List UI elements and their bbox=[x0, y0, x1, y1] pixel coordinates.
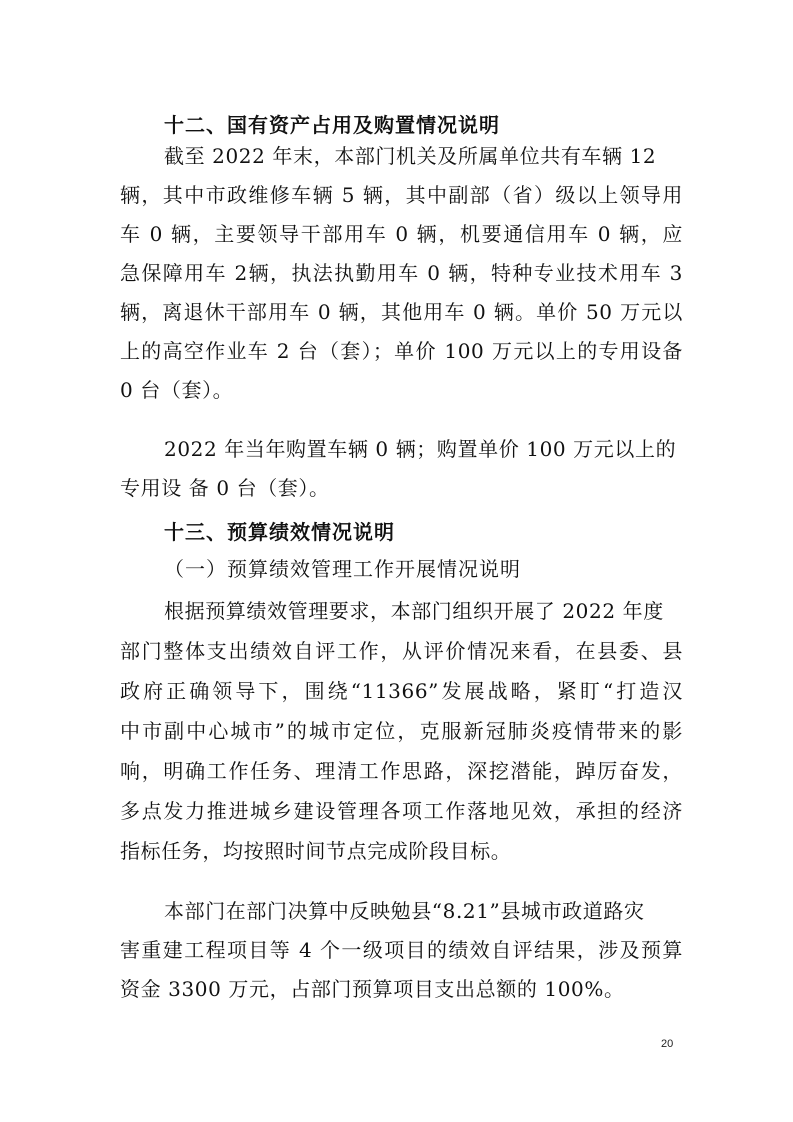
section-13-subheading-1: （一）预算绩效管理工作开展情况说明 bbox=[164, 557, 521, 581]
section-13-para-2-line-3: 资金 3300 万元，占部门预算项目支出总额的 100%。 bbox=[120, 977, 625, 1001]
section-12-heading: 十二、国有资产占用及购置情况说明 bbox=[164, 113, 500, 137]
section-13-para-2-line-2: 害重建工程项目等 4 个一级项目的绩效自评结果，涉及预算 bbox=[120, 938, 683, 962]
section-12-para-1-line-6: 上的高空作业车 2 台（套）；单价 100 万元以上的专用设备 bbox=[120, 339, 683, 363]
section-13-para-1-line-6: 多点发力推进城乡建设管理各项工作落地见效，承担的经济 bbox=[120, 799, 683, 823]
section-12-para-1-line-7: 0 台（套）。 bbox=[120, 378, 234, 402]
section-13-para-1-line-2: 部门整体支出绩效自评工作，从评价情况来看，在县委、县 bbox=[120, 639, 683, 663]
section-12-para-1-line-5: 辆，离退休干部用车 0 辆，其他用车 0 辆。单价 50 万元以 bbox=[120, 300, 683, 324]
section-13-para-2-line-1: 本部门在部门决算中反映勉县“8.21”县城市政道路灾 bbox=[164, 899, 645, 923]
section-13-para-1-line-3: 政府正确领导下，围绕“11366”发展战略，紧盯“打造汉 bbox=[120, 679, 683, 703]
page-number: 20 bbox=[661, 1038, 674, 1050]
section-13-heading: 十三、预算绩效情况说明 bbox=[164, 520, 395, 544]
section-12-para-1-line-1: 截至 2022 年末，本部门机关及所属单位共有车辆 12 bbox=[164, 144, 657, 168]
section-12-para-1-line-4: 急保障用车 2辆，执法执勤用车 0 辆，特种专业技术用车 3 bbox=[120, 261, 683, 285]
section-13-para-1-line-1: 根据预算绩效管理要求，本部门组织开展了 2022 年度 bbox=[164, 599, 664, 623]
section-12-para-1-line-2: 辆，其中市政维修车辆 5 辆，其中副部（省）级以上领导用 bbox=[120, 183, 683, 207]
section-13-para-1-line-7: 指标任务，均按照时间节点完成阶段目标。 bbox=[120, 839, 512, 863]
section-12-para-2-line-2: 专用设 备 0 台（套）。 bbox=[120, 476, 330, 500]
section-12-para-2-line-1: 2022 年当年购置车辆 0 辆；购置单价 100 万元以上的 bbox=[164, 437, 677, 461]
section-13-para-1-line-5: 响，明确工作任务、理清工作思路，深挖潜能，踔厉奋发， bbox=[120, 759, 683, 783]
section-13-para-1-line-4: 中市副中心城市”的城市定位，克服新冠肺炎疫情带来的影 bbox=[120, 719, 683, 743]
section-12-para-1-line-3: 车 0 辆，主要领导干部用车 0 辆，机要通信用车 0 辆，应 bbox=[120, 222, 683, 246]
